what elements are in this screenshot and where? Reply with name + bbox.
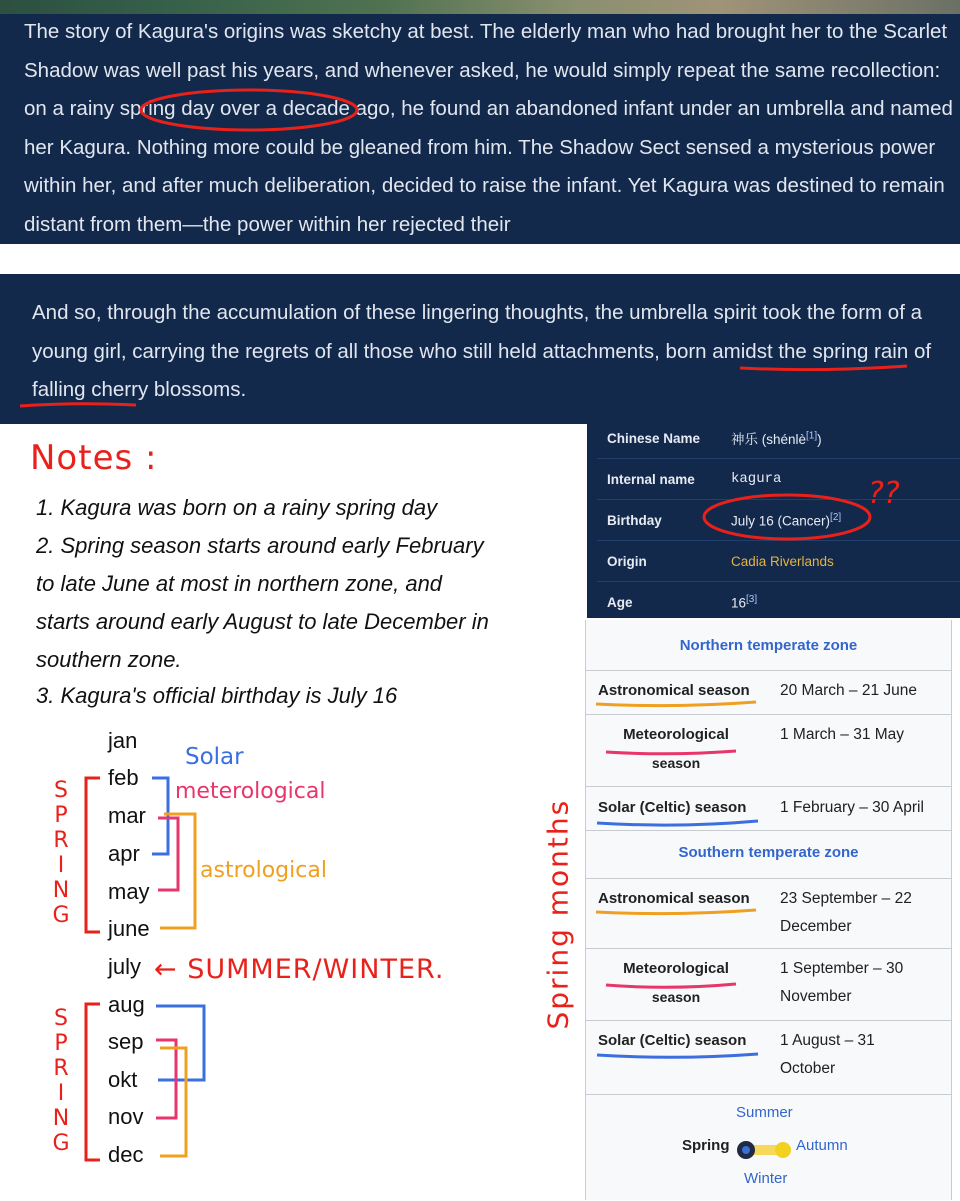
astronomical-season-link[interactable]: Astronomical season — [598, 890, 750, 907]
spring-vertical-bottom: S P R I N G — [52, 1006, 70, 1156]
month-label: okt — [108, 1067, 138, 1092]
infobox-row-age — [597, 581, 960, 622]
meteorological-season-link[interactable]: Meteorological season — [623, 960, 729, 1005]
infobox-row-birthday — [597, 499, 960, 540]
wheel-autumn-link[interactable]: Autumn — [796, 1137, 848, 1154]
table-row — [586, 948, 951, 1021]
reference-link[interactable]: [3] — [746, 593, 758, 605]
note-line: starts around early August to late December in — [36, 609, 489, 634]
wheel-spring-label: Spring — [682, 1137, 730, 1154]
seasons-table — [585, 620, 952, 1200]
wheel-winter-link[interactable]: Winter — [744, 1170, 788, 1187]
orange-bracket-north — [160, 814, 195, 928]
pink-bracket-north — [158, 818, 178, 890]
divider-gap — [0, 244, 960, 274]
infobox-label: Internal name — [607, 471, 695, 487]
solar-season-link[interactable]: Solar (Celtic) season — [598, 1032, 747, 1049]
earth-orbit-icon — [734, 1130, 796, 1170]
summer-winter-annotation: ← SUMMER/WINTER. — [154, 954, 445, 985]
infobox-value: 16[3] — [731, 593, 758, 611]
question-marks-annotation: ?? — [868, 476, 900, 511]
season-dates: 1 September – 30 November — [780, 960, 904, 1005]
reference-link[interactable]: [1] — [806, 430, 818, 442]
table-row — [586, 1020, 951, 1093]
month-label: feb — [108, 765, 139, 790]
season-dates: 1 February – 30 April — [780, 799, 924, 816]
note-line: 3. Kagura's official birthday is July 16 — [36, 683, 398, 708]
month-label: may — [108, 879, 150, 904]
month-label: sep — [108, 1029, 144, 1054]
month-label: jan — [108, 728, 138, 753]
month-label: june — [108, 916, 150, 941]
reference-link[interactable]: [2] — [830, 511, 842, 523]
note-line: 1. Kagura was born on a rainy spring day — [36, 495, 438, 520]
story-paragraph-1: The story of Kagura's origins was sketchy at best. The elderly man who had brought her to the Scarlet Shadow was well past his years, and whenever asked, he would simply repeat the same recollection: on a rainy spring day over a decade ago, he found an abandoned infant under an umbrella and named her Kagura. Nothing more could be gleaned from him. The Shadow Sect sensed a mysterious power within her, and after much deliberation, decided to raise the infant. Yet Kagura was destined to remain distant from them—the power within her rejected their — [24, 20, 953, 236]
month-label: july — [108, 954, 142, 979]
red-bracket-bottom — [86, 1004, 100, 1160]
infobox-label: Origin — [607, 553, 647, 569]
notes-title: Notes : — [30, 438, 158, 478]
character-art-strip — [0, 0, 960, 14]
character-infobox — [587, 418, 960, 618]
month-label: mar — [108, 803, 146, 828]
wheel-summer-link[interactable]: Summer — [736, 1104, 793, 1121]
month-label: dec — [108, 1142, 144, 1167]
orange-bracket-south — [160, 1048, 186, 1156]
astronomical-season-link[interactable]: Astronomical season — [598, 682, 750, 699]
infobox-value: 神乐 (shénlè[1]) — [731, 430, 822, 447]
table-row — [586, 714, 951, 787]
infobox-value: kagura — [731, 471, 782, 487]
season-dates: 23 September – 22 December — [780, 890, 912, 935]
pink-bracket-south — [156, 1040, 176, 1118]
infobox-label: Birthday — [607, 512, 662, 528]
infobox-row-origin — [597, 540, 960, 581]
season-dates: 20 March – 21 June — [780, 682, 918, 699]
note-line: 2. Spring season starts around early February — [36, 533, 484, 558]
spring-months-annotation: Spring months — [541, 798, 575, 1030]
origin-link[interactable]: Cadia Riverlands — [731, 553, 834, 569]
month-label: nov — [108, 1104, 144, 1129]
month-label: aug — [108, 992, 145, 1017]
red-bracket-top — [86, 778, 100, 932]
infobox-label: Chinese Name — [607, 430, 701, 446]
spring-vertical-top: S P R I N G — [52, 778, 70, 928]
northern-zone-header[interactable]: Northern temperate zone — [679, 637, 858, 654]
blue-bracket-north — [152, 778, 168, 854]
astrological-annotation: astrological — [200, 858, 327, 883]
table-row — [586, 830, 951, 881]
season-dates: 1 March – 31 May — [780, 726, 905, 743]
infobox-row-internal-name — [597, 458, 960, 499]
season-dates: 1 August – 31 October — [780, 1032, 875, 1077]
meteorological-season-link[interactable]: Meteorological season — [623, 726, 729, 771]
story-paragraph-2: And so, through the accumulation of these lingering thoughts, the umbrella spirit took the form of a young girl, carrying the regrets of all those who still held attachments, born amidst the spring rain of falling cherry blossoms. — [32, 301, 932, 401]
infobox-value: July 16 (Cancer)[2] — [731, 511, 842, 529]
note-line: to late June at most in northern zone, and — [36, 571, 443, 596]
meteorological-annotation: meterological — [175, 779, 326, 804]
solar-season-link[interactable]: Solar (Celtic) season — [598, 799, 747, 816]
blue-bracket-south — [156, 1006, 204, 1080]
month-label: apr — [108, 841, 140, 866]
table-row — [586, 878, 951, 949]
solar-annotation: Solar — [185, 744, 244, 770]
infobox-row-chinese-name — [597, 418, 960, 458]
infobox-label: Age — [607, 594, 633, 610]
table-row — [586, 670, 951, 715]
note-line: southern zone. — [36, 647, 182, 672]
southern-zone-header[interactable]: Southern temperate zone — [678, 844, 859, 861]
table-row — [586, 786, 951, 831]
